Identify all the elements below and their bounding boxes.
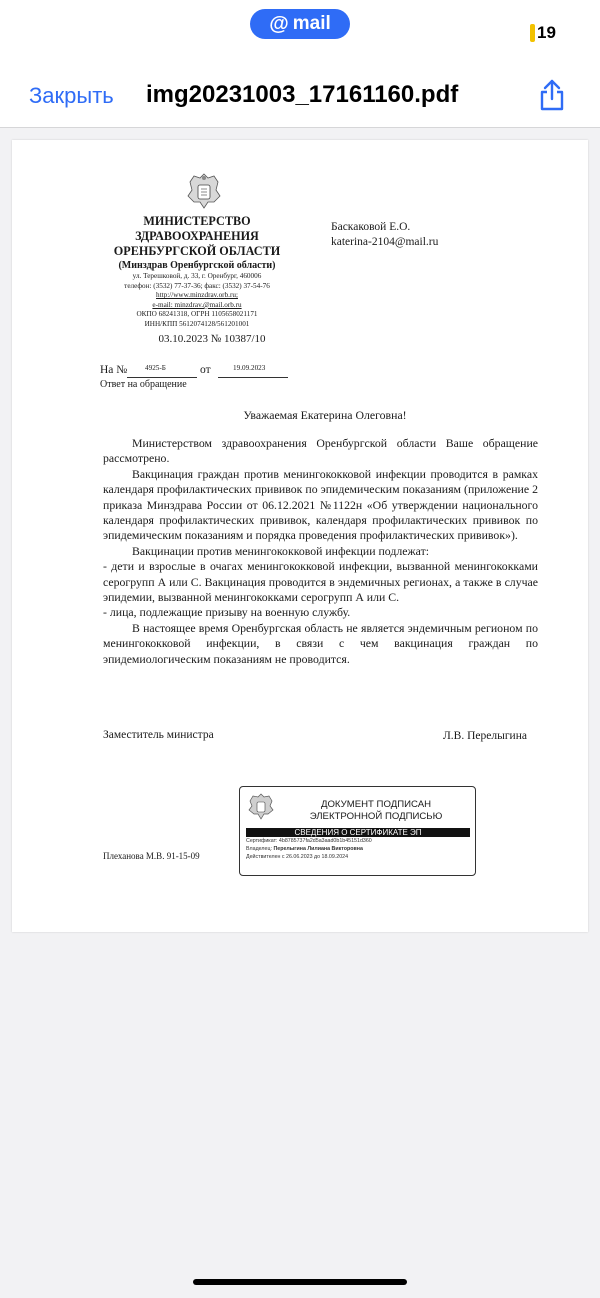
ministry-name-line: ЗДРАВООХРАНЕНИЯ <box>135 229 259 243</box>
greeting: Уважаемая Екатерина Олеговна! <box>243 408 407 422</box>
nav-bar <box>0 58 600 128</box>
letter-paragraph: Вакцинация граждан против менингококковой инфекции проводится в рамках календаря профилактических прививок по эпидемическим показаниям (приложение 2 приказа Минздрава России от 06.12.2021 №1122н «Об утверждении национального календаря профилактических прививок, календаря профилактических прививок по эпидемическим показаниям и порядка проведения профилактических прививок»). <box>103 466 538 543</box>
executor-line: Плеханова М.В. 91-15-09 <box>103 851 200 861</box>
letter-body <box>103 436 538 667</box>
mail-app-pill[interactable] <box>250 9 350 39</box>
ministry-name-line: МИНИСТЕРСТВО <box>143 214 251 228</box>
mail-app-label: mail <box>292 13 331 34</box>
e-signature-owner-row <box>246 845 372 853</box>
home-indicator[interactable] <box>193 1279 407 1285</box>
letter-paragraph: - дети и взрослые в очагах менингококковой инфекции, вызванной менингококками серогрупп А или С. Вакцинация проводится в эндемичных регионах, а также в случае эпидемии, вызванной менингококками серогрупп А или С. <box>103 559 538 605</box>
deputy-title: Заместитель министра <box>103 729 214 741</box>
file-title: img20231003_17161160.pdf <box>146 81 459 108</box>
ministry-short-name: (Минздрав Оренбургской области) <box>118 260 276 271</box>
recipient-name: Баскаковой Е.О. <box>331 221 411 233</box>
battery-icon <box>530 24 535 42</box>
ministry-inn: ИНН/КПП 5612074128/561201001 <box>144 319 250 328</box>
letter-paragraph: Вакцинации против менингококковой инфекции подлежат: <box>132 543 430 558</box>
battery-indicator <box>530 23 556 43</box>
e-signature-details <box>246 837 372 862</box>
ministry-okpo: ОКПО 68241318, ОГРН 1105658021171 <box>136 310 258 319</box>
registration-line: 03.10.2023 № 10387/10 <box>158 333 266 345</box>
recipient-block <box>331 220 438 250</box>
ministry-address: ул. Терешковой, д. 33, г. Оренбург, 460006 <box>132 272 262 280</box>
e-signature-certificate: Сертификат: 4b8785737fa2d5a3aad0b1b45151d360 <box>246 838 372 844</box>
reference-date: 19.09.2023 <box>233 364 266 372</box>
reference-number-label: На № <box>100 364 128 376</box>
ministry-header <box>104 214 290 330</box>
e-signature-certificate-bar: СВЕДЕНИЯ О СЕРТИФИКАТЕ ЭП <box>246 828 470 837</box>
ministry-name-line: ОРЕНБУРГСКОЙ ОБЛАСТИ <box>113 244 281 258</box>
letter-paragraph: - лица, подлежащие призыву на военную службу. <box>103 605 351 620</box>
ministry-website: http://www.minzdrav.orb.ru; <box>156 291 238 300</box>
e-signature-heading-line: ДОКУМЕНТ ПОДПИСАН <box>320 799 432 810</box>
e-signature-validity: Действителен с 26.06.2023 до 18.09.2024 <box>246 854 349 861</box>
e-signature-heading-line: ЭЛЕКТРОННОЙ ПОДПИСЬЮ <box>309 811 443 822</box>
share-icon <box>536 78 568 112</box>
signer-name: Л.В. Перелыгина <box>443 730 527 742</box>
reference-caption: Ответ на обращение <box>100 379 187 390</box>
coat-of-arms-icon <box>186 172 222 212</box>
status-bar <box>0 0 600 58</box>
reference-number: 4925-Б <box>145 364 166 372</box>
reference-date-label: от <box>200 364 211 376</box>
e-signature-owner-label: Владелец: <box>246 846 272 853</box>
letter-paragraph: В настоящее время Оренбургская область не является эндемичным регионом по менингококковой инфекции, в связи с чем вакцинация граждан по эпидемиологическим показаниям не проводится. <box>103 620 538 666</box>
battery-level: 19 <box>537 23 556 42</box>
ministry-phone: телефон: (3532) 77-37-36; факс: (3532) 37-54-76 <box>124 281 270 290</box>
at-sign-icon: @ <box>269 12 289 35</box>
letter-paragraph: Министерством здравоохранения Оренбургской области Ваше обращение рассмотрено. <box>103 436 538 466</box>
e-signature-heading <box>286 799 466 823</box>
share-button[interactable] <box>536 78 568 112</box>
e-signature-owner: Перелыгина Лилиана Викторовна <box>273 846 363 853</box>
document-page[interactable] <box>12 140 588 932</box>
recipient-email: katerina-2104@mail.ru <box>331 236 439 248</box>
e-signature-stamp <box>239 786 476 876</box>
e-signature-crest-icon <box>248 793 274 821</box>
ministry-email: e-mail: minzdrav.@mail.orb.ru <box>152 300 242 309</box>
close-button[interactable]: Закрыть <box>29 83 114 108</box>
